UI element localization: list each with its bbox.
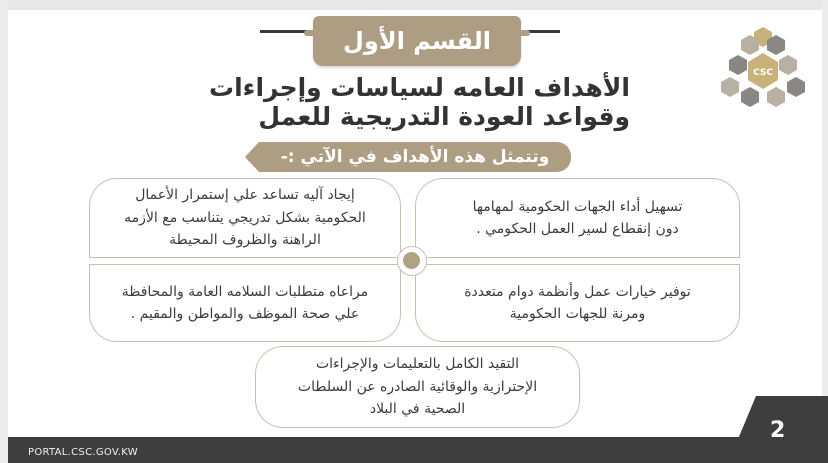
goal-text: إيجاد آليه تساعد علي إستمرار الأعمال (135, 187, 355, 204)
goal-text: الصحية في البلاد (369, 401, 466, 418)
subheading: وتتمثل هذه الأهداف في الآتي :- (259, 142, 571, 172)
goal-text: الإحترازية والوقائية الصادره عن السلطات (297, 378, 538, 395)
goal-text: الحكومية بشكل تدريجي يتناسب مع الأزمه (124, 209, 366, 226)
center-connector-dot (397, 246, 427, 276)
right-frame (822, 0, 828, 463)
footer-url[interactable]: PORTAL.CSC.GOV.KW (28, 447, 138, 458)
page-title-line2: وقواعد العودة التدريجية للعمل (258, 102, 630, 131)
goal-text: توفير خيارات عمل وأنظمة دوام متعددة (464, 283, 691, 300)
goal-card-top-left (89, 178, 401, 258)
goal-card-bottom-left (89, 264, 401, 342)
goal-text: تسهيل أداء الجهات الحكومية لمهامها (472, 198, 683, 215)
csc-logo-icon (720, 25, 806, 107)
goal-text: مراعاه متطلبات السلامه العامة والمحافظة (121, 283, 369, 300)
goal-card-bottom-center (255, 346, 580, 428)
top-frame (0, 0, 828, 10)
goal-card-top-right (415, 178, 740, 258)
goal-text: دون إنقطاع لسير العمل الحكومي . (476, 221, 679, 237)
left-frame (0, 0, 8, 463)
logo-text: CSC (753, 68, 773, 78)
goal-text: علي صحة الموظف والمواطن والمقيم . (130, 306, 360, 322)
page-number: 2 (770, 418, 786, 443)
goal-card-bottom-right (415, 264, 740, 342)
goal-text: التقيد الكامل بالتعليمات والإجراءات (316, 356, 519, 373)
section-label: القسم الأول (313, 16, 521, 66)
goal-text: ومرنة للجهات الحكومية (509, 306, 646, 322)
goal-text: الراهنة والظروف المحيطة (169, 232, 321, 249)
page-title-line1: الأهداف العامه لسياسات وإجراءات (208, 73, 630, 102)
